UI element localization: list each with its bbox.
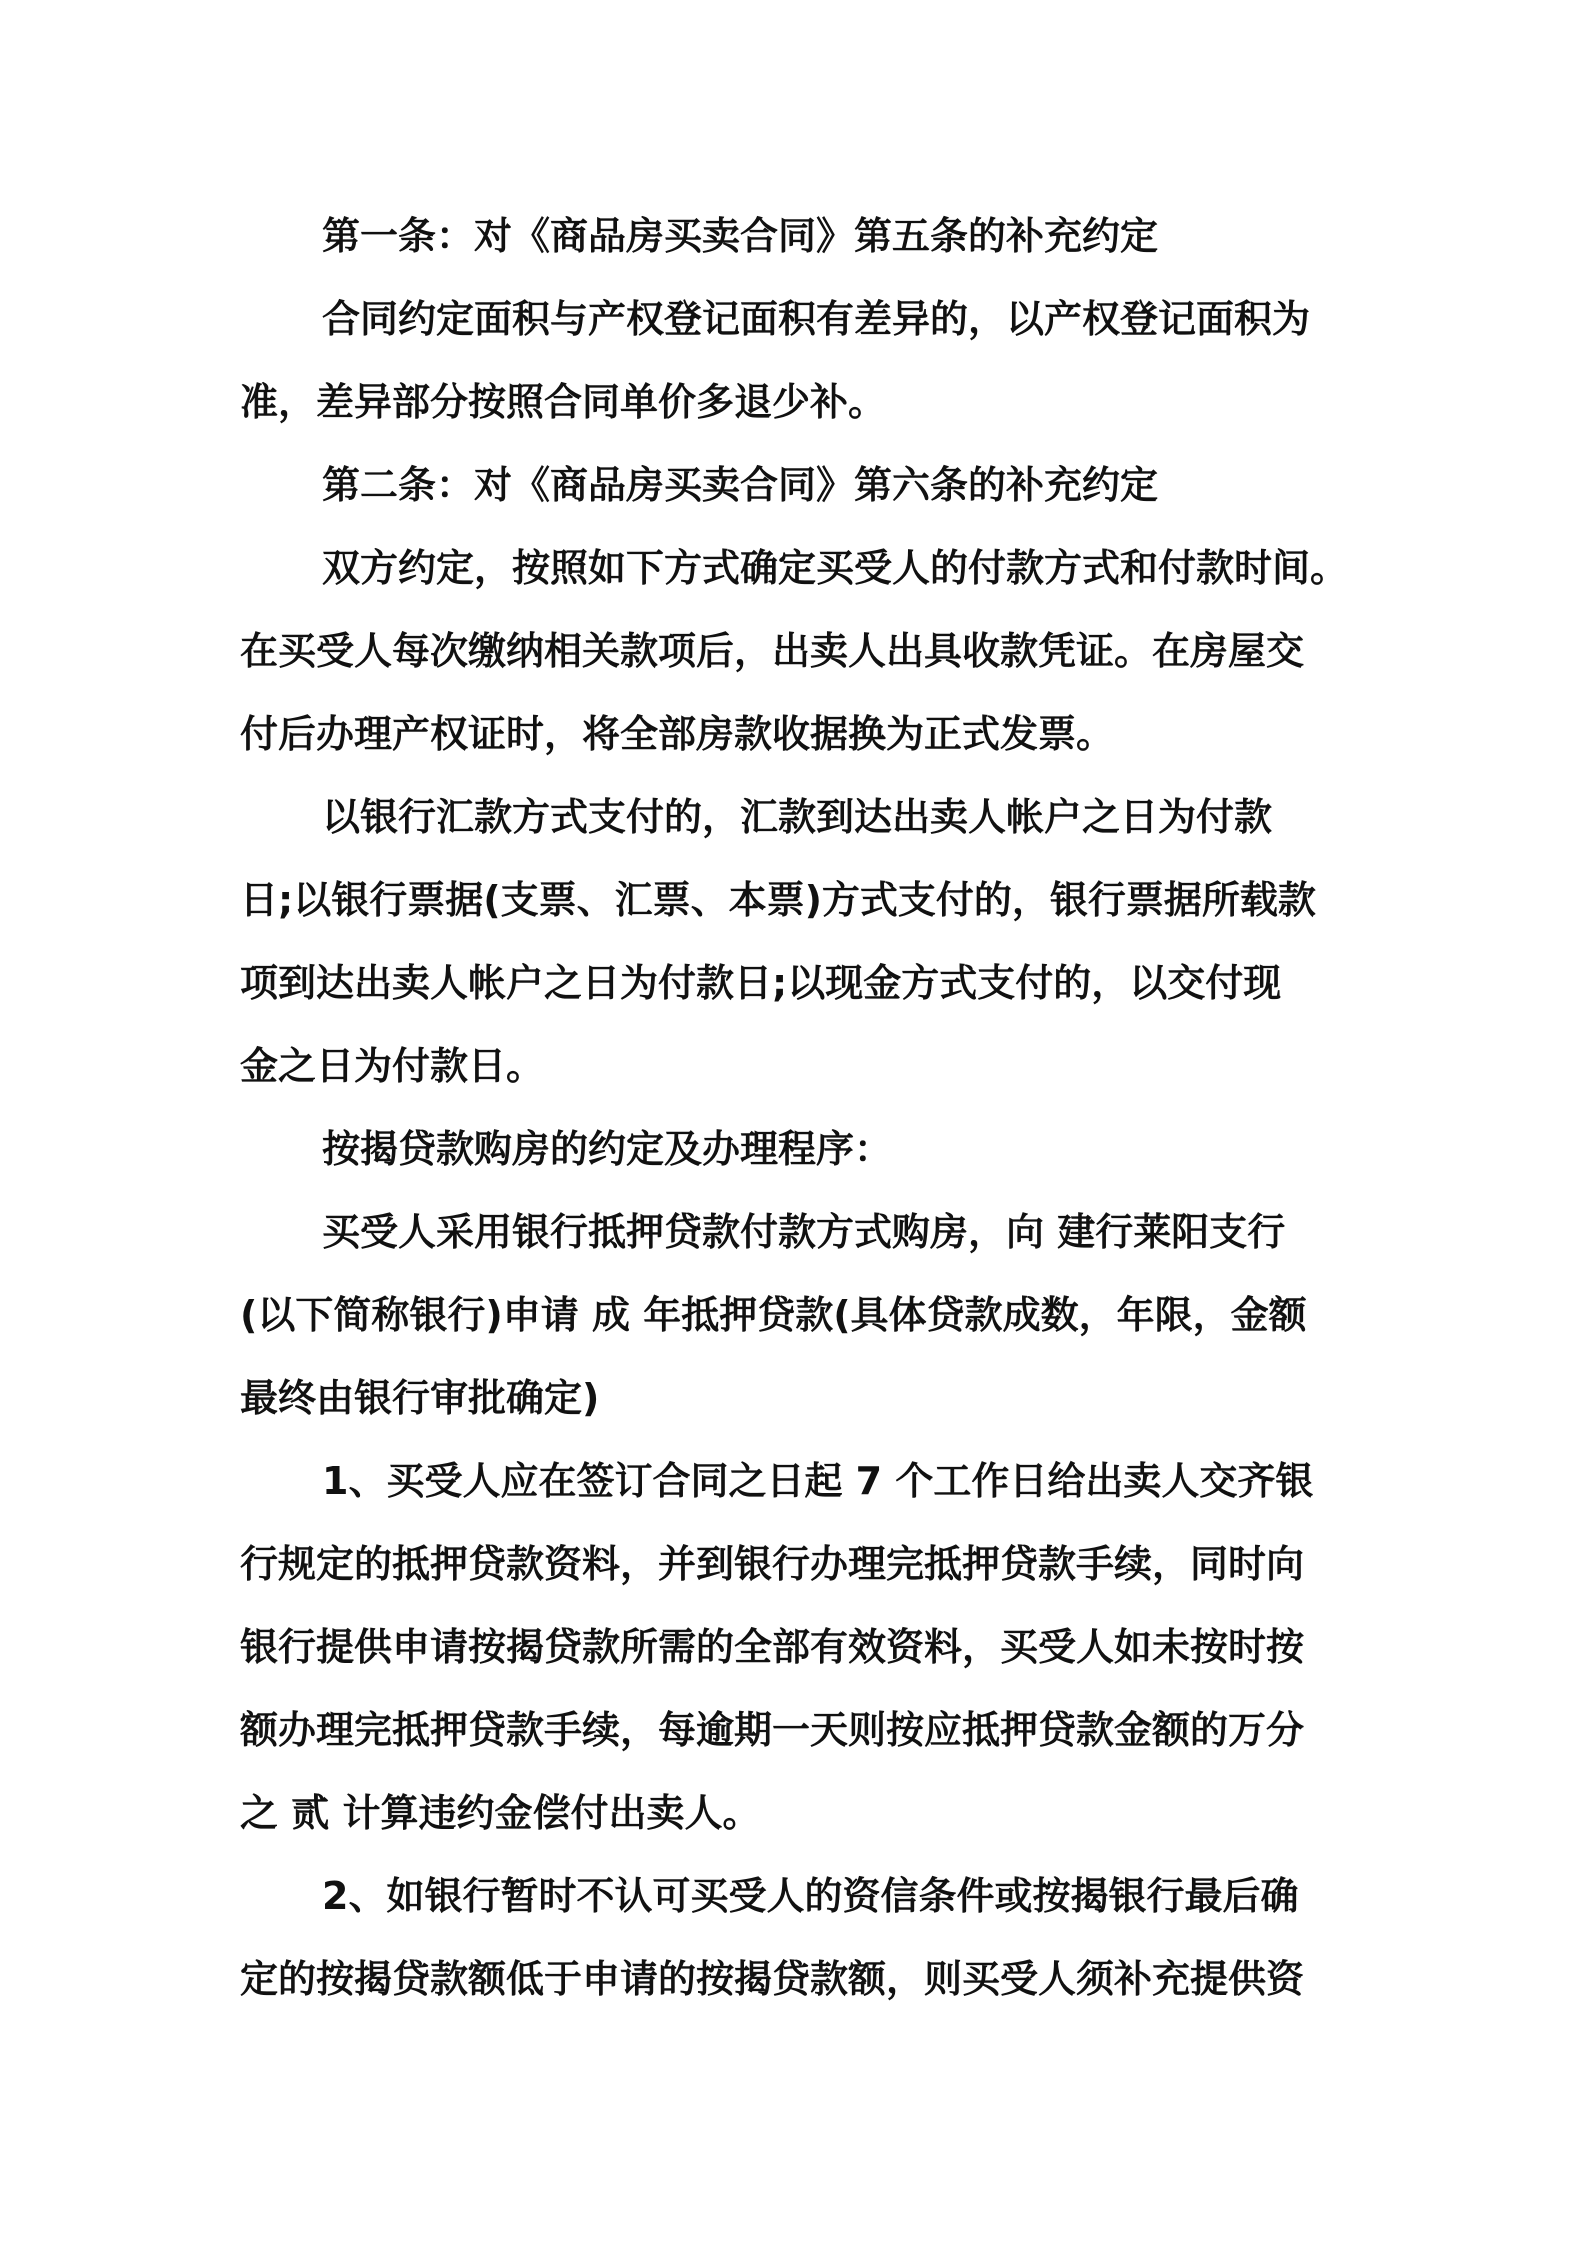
text-line: 双方约定，按照如下方式确定买受人的付款方式和付款时间。: [322, 546, 1349, 590]
text-line: 1、买受人应在签订合同之日起 7 个工作日给出卖人交齐银: [322, 1459, 1314, 1503]
text-line: 额办理完抵押贷款手续，每逾期一天则按应抵押贷款金额的万分: [240, 1708, 1305, 1752]
text-line: 第二条：对《商品房买卖合同》第六条的补充约定: [322, 463, 1159, 507]
text-line: 付后办理产权证时，将全部房款收据换为正式发票。: [240, 712, 1115, 756]
text-line: 在买受人每次缴纳相关款项后，出卖人出具收款凭证。在房屋交: [240, 629, 1305, 673]
text-line: (以下简称银行)申请 成 年抵押贷款(具体贷款成数，年限，金额: [240, 1293, 1307, 1337]
text-line: 行规定的抵押贷款资料，并到银行办理完抵押贷款手续，同时向: [240, 1542, 1305, 1586]
document-page: [240, 195, 1350, 2021]
text-line: 日;以银行票据(支票、汇票、本票)方式支付的，银行票据所载款: [240, 878, 1316, 922]
text-line: 定的按揭贷款额低于申请的按揭贷款额，则买受人须补充提供资: [240, 1957, 1305, 2001]
text-line: 按揭贷款购房的约定及办理程序：: [322, 1127, 893, 1171]
text-line: 以银行汇款方式支付的，汇款到达出卖人帐户之日为付款: [322, 795, 1273, 839]
text-line: 买受人采用银行抵押贷款付款方式购房，向 建行莱阳支行: [322, 1210, 1286, 1254]
text-line: 准，差异部分按照合同单价多退少补。: [240, 380, 887, 424]
text-line: 之 贰 计算违约金偿付出卖人。: [240, 1791, 761, 1835]
text-line: 最终由银行审批确定): [240, 1376, 600, 1420]
text-line: 项到达出卖人帐户之日为付款日;以现金方式支付的，以交付现: [240, 961, 1282, 1005]
text-line: 合同约定面积与产权登记面积有差异的，以产权登记面积为: [322, 297, 1311, 341]
text-line: 金之日为付款日。: [240, 1044, 545, 1088]
text-line: 第一条：对《商品房买卖合同》第五条的补充约定: [322, 214, 1159, 258]
text-line: 银行提供申请按揭贷款所需的全部有效资料，买受人如未按时按: [240, 1625, 1305, 1669]
text-line: 2、如银行暂时不认可买受人的资信条件或按揭银行最后确: [322, 1874, 1299, 1918]
